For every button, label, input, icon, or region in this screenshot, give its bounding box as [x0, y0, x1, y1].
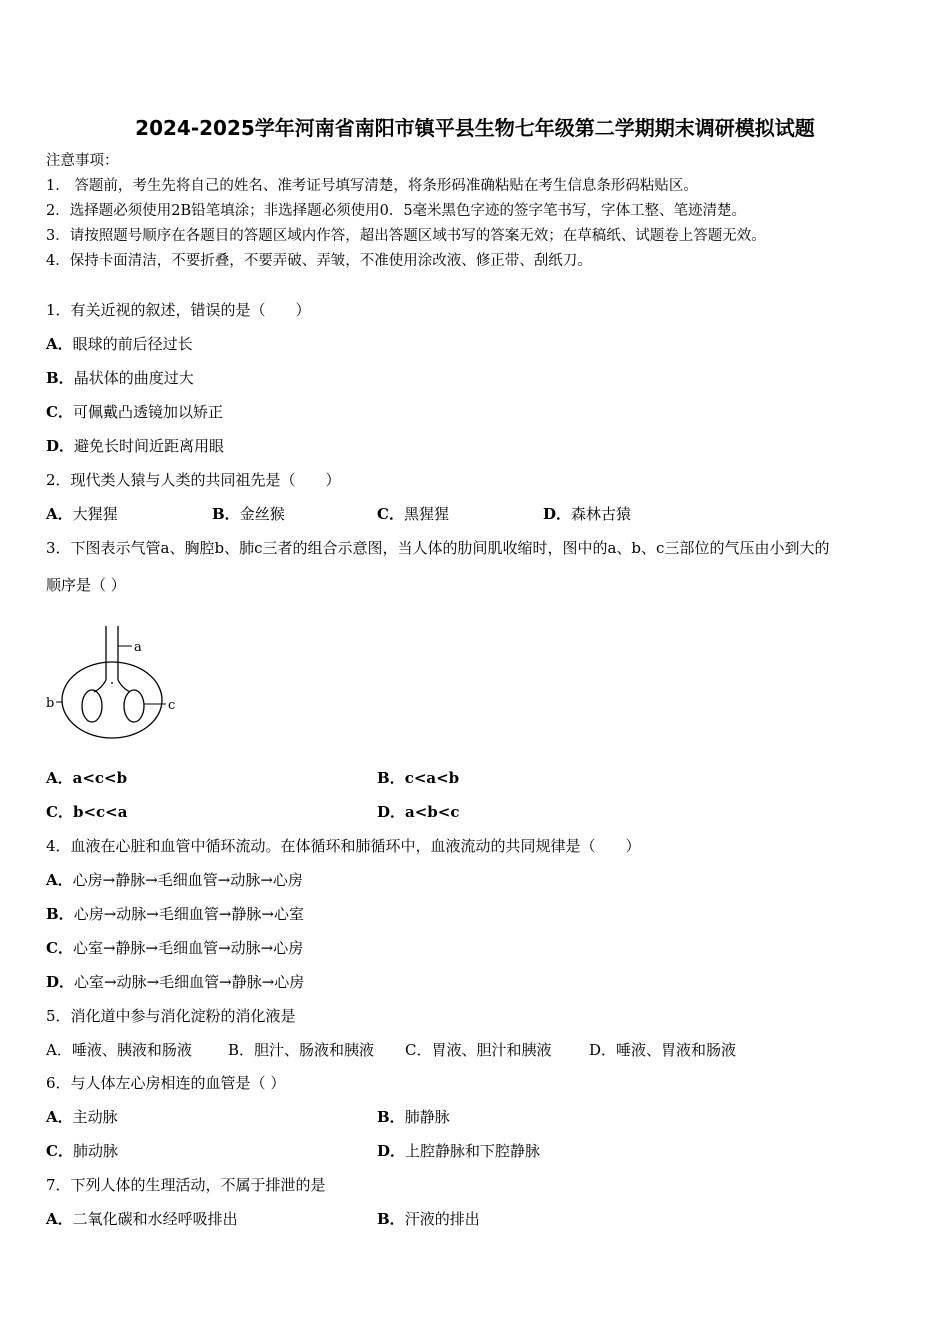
note-item: 1． 答题前，考生先将自己的姓名、准考证号填写清楚，将条形码准确粘贴在考生信息条形码粘贴区。 — [46, 178, 698, 194]
option-key: D． — [377, 1142, 406, 1160]
option-b — [377, 768, 459, 788]
option-key: B． — [377, 769, 405, 787]
option-d — [46, 436, 224, 456]
option-text: 肺静脉 — [404, 1108, 450, 1126]
option-text: 心室→动脉→毛细血管→静脉→心房 — [74, 973, 305, 991]
option-d — [589, 1040, 736, 1060]
option-a — [46, 1040, 192, 1060]
option-text: 唾液、胃液和肠液 — [616, 1041, 737, 1059]
question-stem: 3．下图表示气管a、胸腔b、肺c三者的组合示意图，当人体的肋间肌收缩时，图中的a、b、c三部位的气压由小到大的 — [46, 539, 830, 557]
option-text: 晶状体的曲度过大 — [73, 369, 194, 387]
option-text: 可佩戴凸透镜加以矫正 — [72, 403, 223, 421]
option-key: C． — [46, 403, 73, 421]
note-item: 3．请按照题号顺序在各题目的答题区域内作答，超出答题区域书写的答案无效；在草稿纸、试题卷上答题无效。 — [46, 228, 766, 244]
option-key: A． — [46, 1108, 73, 1126]
option-b — [46, 368, 194, 388]
option-text: 眼球的前后径过长 — [72, 335, 193, 353]
option-c — [46, 402, 223, 422]
option-key: A． — [46, 769, 73, 787]
left-lung — [82, 690, 102, 722]
option-text: 上腔静脉和下腔静脉 — [405, 1142, 541, 1160]
option-c — [405, 1040, 552, 1060]
option-text: 心室→静脉→毛细血管→动脉→心房 — [72, 939, 304, 957]
option-text: a<b<c — [405, 803, 460, 821]
option-key: A． — [46, 1041, 72, 1059]
question-stem-continued: 顺序是（ ） — [46, 576, 126, 594]
option-key: C． — [46, 1142, 73, 1160]
option-text: 避免长时间近距离用眼 — [74, 437, 225, 455]
option-key: B． — [228, 1041, 255, 1059]
option-d — [377, 802, 460, 822]
question-stem: 4．血液在心脏和血管中循环流动。在体循环和肺循环中，血液流动的共同规律是（ ） — [46, 837, 641, 855]
option-b — [377, 1209, 480, 1229]
option-key: A． — [46, 335, 73, 353]
option-d — [46, 972, 304, 992]
left-bronchus — [94, 680, 106, 692]
option-text: 黑猩猩 — [403, 505, 449, 523]
option-key: A． — [46, 505, 73, 523]
option-key: D． — [589, 1041, 617, 1059]
option-key: B． — [377, 1108, 405, 1126]
option-a — [46, 504, 118, 524]
option-text: 主动脉 — [72, 1108, 118, 1126]
option-text: b<c<a — [72, 803, 128, 821]
note-item: 2．选择题必须使用2B铅笔填涂；非选择题必须使用0．5毫米黑色字迹的签字笔书写，字体工整、笔迹清楚。 — [46, 203, 747, 219]
option-text: 唾液、胰液和肠液 — [71, 1041, 192, 1059]
option-c — [46, 938, 303, 958]
option-text: 二氧化碳和水经呼吸排出 — [72, 1210, 238, 1228]
option-key: B． — [46, 369, 74, 387]
option-key: B． — [212, 505, 240, 523]
option-c — [377, 504, 449, 524]
option-key: C． — [46, 939, 73, 957]
option-key: C． — [377, 505, 404, 523]
page-title: 2024-2025学年河南省南阳市镇平县生物七年级第二学期期末调研模拟试题 — [135, 116, 815, 140]
option-text: 胆汁、肠液和胰液 — [254, 1041, 375, 1059]
option-a — [46, 334, 193, 354]
option-key: C． — [405, 1041, 432, 1059]
option-key: C． — [46, 803, 73, 821]
option-c — [46, 802, 127, 822]
option-b — [377, 1107, 450, 1127]
label-c: c — [168, 698, 176, 713]
thoracic-cavity — [62, 662, 162, 738]
question-stem: 1．有关近视的叙述，错误的是（ ） — [46, 301, 311, 319]
option-c — [46, 1141, 118, 1161]
option-key: D． — [377, 803, 406, 821]
label-b: b — [46, 696, 55, 711]
option-b — [228, 1040, 374, 1060]
option-b — [212, 504, 285, 524]
question-stem: 5．消化道中参与消化淀粉的消化液是 — [46, 1007, 296, 1025]
question-stem: 2．现代类人猿与人类的共同祖先是（ ） — [46, 471, 341, 489]
option-text: 肺动脉 — [72, 1142, 118, 1160]
option-text: 大猩猩 — [72, 505, 118, 523]
question-stem: 7．下列人体的生理活动，不属于排泄的是 — [46, 1176, 326, 1194]
option-key: A． — [46, 871, 73, 889]
option-key: B． — [46, 905, 74, 923]
question-stem: 6．与人体左心房相连的血管是（ ） — [46, 1074, 286, 1092]
option-text: 心房→动脉→毛细血管→静脉→心室 — [73, 905, 304, 923]
option-a — [46, 768, 127, 788]
option-text: 汗液的排出 — [404, 1210, 480, 1228]
option-d — [543, 504, 631, 524]
option-a — [46, 870, 303, 890]
option-key: D． — [46, 973, 75, 991]
option-text: c<a<b — [404, 769, 460, 787]
right-lung — [124, 690, 144, 722]
option-d — [377, 1141, 540, 1161]
option-a — [46, 1209, 238, 1229]
lung-diagram — [44, 622, 194, 742]
option-key: B． — [377, 1210, 405, 1228]
note-item: 4．保持卡面清洁，不要折叠，不要弄破、弄皱，不准使用涂改液、修正带、刮纸刀。 — [46, 253, 592, 269]
right-bronchus — [118, 680, 130, 692]
option-text: a<c<b — [72, 769, 128, 787]
label-a: a — [134, 640, 142, 655]
option-key: A． — [46, 1210, 73, 1228]
option-text: 森林古猿 — [571, 505, 632, 523]
option-a — [46, 1107, 118, 1127]
option-text: 心房→静脉→毛细血管→动脉→心房 — [72, 871, 303, 889]
option-key: D． — [46, 437, 75, 455]
option-b — [46, 904, 304, 924]
option-key: D． — [543, 505, 572, 523]
option-text: 胃液、胆汁和胰液 — [431, 1041, 552, 1059]
option-text: 金丝猴 — [239, 505, 285, 523]
notes-heading: 注意事项： — [46, 153, 119, 169]
